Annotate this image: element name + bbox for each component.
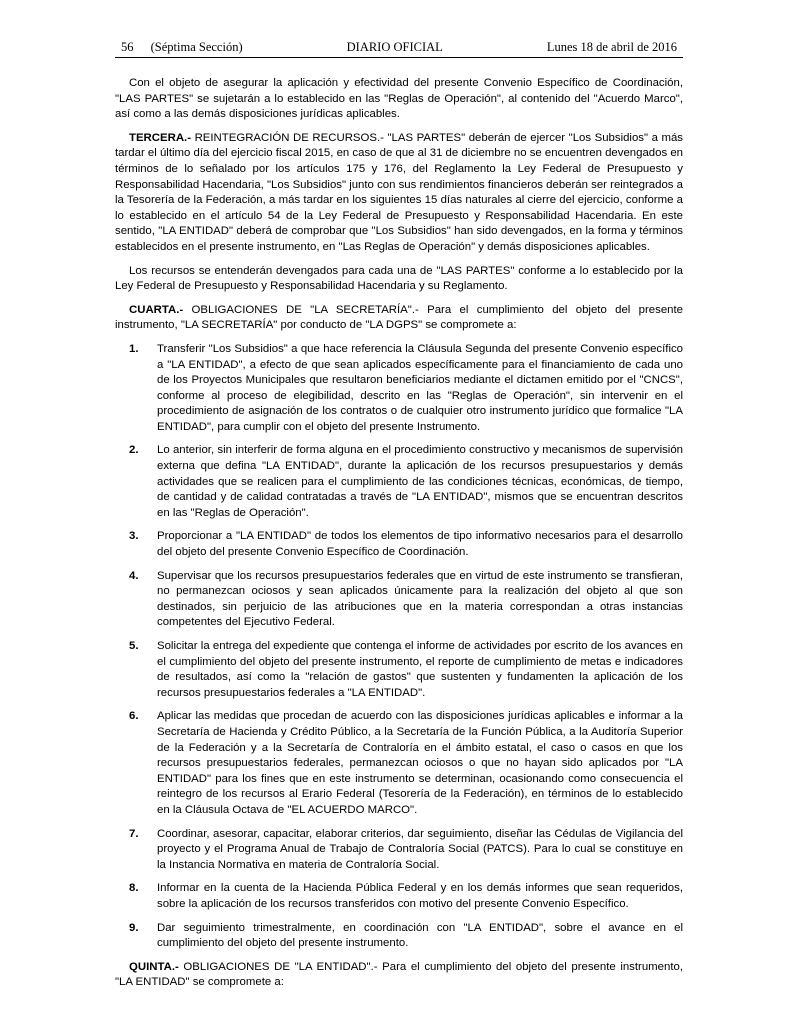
- header-left: [121, 40, 243, 55]
- clause-cuarta: [115, 303, 683, 334]
- list-item: [115, 639, 683, 701]
- clause-tercera: [115, 131, 683, 256]
- item-number: 8.: [129, 882, 139, 895]
- item-number: 9.: [129, 921, 139, 934]
- item-text: Supervisar que los recursos presupuestarios federales que en virtud de este instrumento se transfieran, no permanezcan ociosos y sean aplicados únicamente para la realización del objeto al que son destinados, sin perjuicio de las atribuciones que en la materia correspondan a otras instancias competentes del Ejecutivo Federal.: [157, 569, 683, 629]
- list-item: [115, 342, 683, 436]
- list-item: [115, 443, 683, 521]
- item-number: 3.: [129, 530, 139, 543]
- item-number: 2.: [129, 444, 139, 457]
- clause-tercera-text: REINTEGRACIÓN DE RECURSOS.- "LAS PARTES" deberán de ejercer "Los Subsidios" a más tardar el último día del ejercicio fiscal 2015, en caso de que al 31 de diciembre no se encuentren devengados en términos de lo señalado por los artículos 175 y 176, del Reglamento la Ley Federal de Presupuesto y Responsabilidad Hacendaria, "Los Subsidios" junto con sus rendimientos financieros deberán ser reintegrados a la Tesorería de la Federación, a más tardar en los siguientes 15 días naturales al cierre del ejercicio, conforme a lo establecido en el artículo 54 de la Ley Federal de Presupuesto y Responsabilidad Hacendaria. En este sentido, "LA ENTIDAD" deberá de comprobar que "Los Subsidios" han sido devengados, en la forma y términos establecidos en el presente instrumento, en "Las Reglas de Operación" y demás disposiciones aplicables.: [115, 131, 683, 253]
- list-item: [115, 881, 683, 912]
- item-number: 1.: [129, 342, 139, 355]
- item-text: Proporcionar a "LA ENTIDAD" de todos los elementos de tipo informativo necesarios para el desarrollo del objeto del presente Convenio Específico de Coordinación.: [157, 530, 683, 559]
- publication-title: DIARIO OFICIAL: [346, 40, 443, 54]
- item-number: 5.: [129, 640, 139, 652]
- document-page: [115, 40, 683, 999]
- list-item: [115, 529, 683, 560]
- page-number: 56: [121, 40, 134, 54]
- page-header: [115, 40, 683, 58]
- list-item: [115, 921, 683, 952]
- item-text: Aplicar las medidas que procedan de acuerdo con las disposiciones jurídicas aplicables e informar a la Secretaría de Hacienda y Crédito Público, a la Secretaría de la Función Pública, a la Auditoría Superior de la Federación y a la Secretaría de Contraloría en el ámbito estatal, el caso o casos en que los recursos presupuestarios federales, permanezcan ociosos o que no hayan sido aplicados por "LA ENTIDAD" para los fines que en este instrumento se determinan, ocasionando como consecuencia el reintegro de los recursos al Erario Federal (Tesorería de la Federación), en términos de lo establecido en la Cláusula Octava de "EL ACUERDO MARCO".: [157, 710, 683, 816]
- clause-quinta-label: QUINTA.-: [129, 960, 179, 973]
- item-text: Lo anterior, sin interferir de forma alguna en el procedimiento constructivo y mecanismos de supervisión externa que defina "LA ENTIDAD", durante la aplicación de los recursos presupuestarios y demás actividades que se realicen para el cumplimiento de las condiciones técnicas, económicas, de tiempo, de cantidad y de calidad contratadas a través de "LA ENTIDAD", mismos que se encuentran descritos en las "Reglas de Operación".: [157, 444, 683, 519]
- item-number: 6.: [129, 710, 139, 723]
- list-item: [115, 827, 683, 874]
- clause-cuarta-label: CUARTA.-: [129, 303, 184, 316]
- item-text: Dar seguimiento trimestralmente, en coordinación con "LA ENTIDAD", sobre el avance en el cumplimiento del objeto del presente instrumento.: [157, 921, 683, 950]
- publication-date: Lunes 18 de abril de 2016: [546, 40, 677, 54]
- clause-quinta-text: OBLIGACIONES DE "LA ENTIDAD".- Para el cumplimiento del objeto del presente instrumento, "LA ENTIDAD" se compromete a:: [115, 960, 683, 989]
- obligations-list: [115, 342, 683, 952]
- item-number: 7.: [129, 827, 139, 840]
- recursos-paragraph: Los recursos se entenderán devengados para cada una de "LAS PARTES" conforme a lo establecido por la Ley Federal de Presupuesto y Responsabilidad Hacendaria y su Reglamento.: [115, 264, 683, 293]
- section-label: (Séptima Sección): [150, 40, 243, 54]
- clause-cuarta-text: OBLIGACIONES DE "LA SECRETARÍA".- Para el cumplimiento del objeto del presente instrumento, "LA SECRETARÍA" por conducto de "LA DGPS" se compromete a:: [115, 303, 683, 332]
- clause-quinta: [115, 960, 683, 991]
- item-text: Coordinar, asesorar, capacitar, elaborar criterios, dar seguimiento, diseñar las Cédulas de Vigilancia del proyecto y el Programa Anual de Trabajo de Contraloría Social (PATCS). Para lo cual se constituye en la Instancia Normativa en materia de Contraloría Social.: [157, 827, 683, 871]
- intro-paragraph: Con el objeto de asegurar la aplicación y efectividad del presente Convenio Específico de Coordinación, "LAS PARTES" se sujetarán a lo establecido en las "Reglas de Operación", al contenido del "Acuerdo Marco", así como a las demás disposiciones jurídicas aplicables.: [115, 77, 683, 121]
- item-text: Transferir "Los Subsidios" a que hace referencia la Cláusula Segunda del presente Convenio específico a "LA ENTIDAD", a efecto de que sean aplicados específicamente para el financiamiento de cada uno de los Proyectos Municipales que resultaron beneficiarios mediante el dictamen emitido por el "CNCS", conforme al proceso de elegibilidad, descrito en las "Reglas de Operación", sin intervenir en el procedimiento de asignación de los contratos o de cualquier otro instrumento jurídico que formalice "LA ENTIDAD", para cumplir con el objeto del presente Instrumento.: [157, 342, 683, 433]
- list-item: [115, 569, 683, 631]
- item-text: Informar en la cuenta de la Hacienda Pública Federal y en los demás informes que sean requeridos, sobre la aplicación de los recursos transferidos con motivo del presente Convenio Específico.: [157, 882, 683, 910]
- document-body: [115, 76, 683, 991]
- list-item: [115, 709, 683, 818]
- clause-tercera-label: TERCERA.-: [129, 131, 192, 144]
- item-number: 4.: [129, 569, 139, 582]
- item-text: Solicitar la entrega del expediente que contenga el informe de actividades por escrito de los avances en el cumplimiento del objeto del presente instrumento, el reporte de cumplimiento de metas e indicadores de resultados, así como la "relación de gastos" que sustenten y fundamenten la aplicación de los recursos presupuestarios federales a "LA ENTIDAD".: [157, 640, 683, 699]
